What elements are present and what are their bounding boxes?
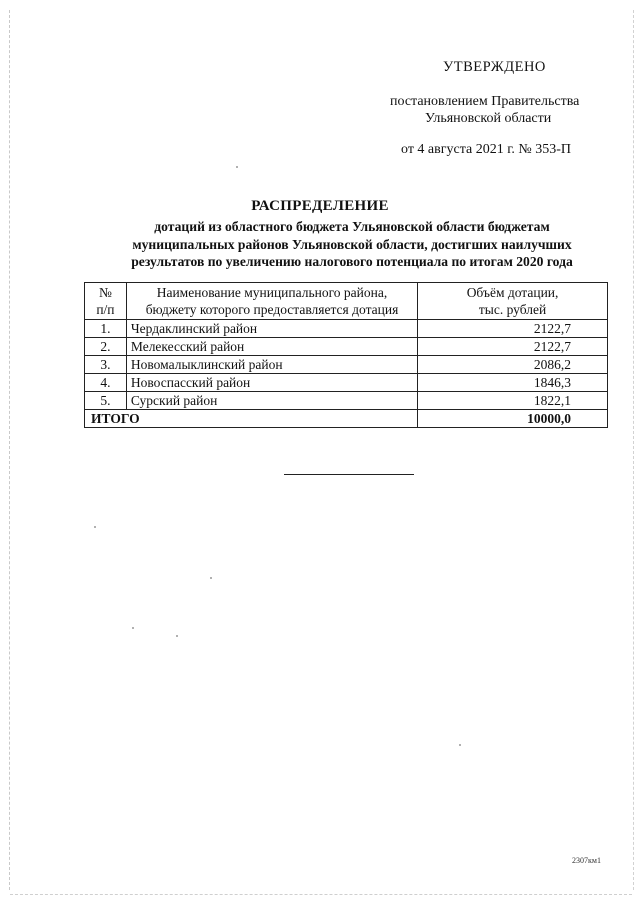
header-value-line2: тыс. рублей <box>478 302 547 317</box>
distribution-table <box>84 282 608 428</box>
row-value: 2086,2 <box>418 356 608 374</box>
table-header-row <box>85 283 608 320</box>
row-num: 1. <box>85 320 127 338</box>
row-value: 1846,3 <box>418 374 608 392</box>
end-divider-line <box>284 474 414 475</box>
scan-speck <box>459 744 461 746</box>
row-district: Новоспасский район <box>126 374 417 392</box>
decree-line-1: постановлением Правительства <box>390 94 580 109</box>
subtitle-line: дотаций из областного бюджета Ульяновской области бюджетам <box>154 219 550 234</box>
document-code: 2307км1 <box>572 856 601 865</box>
header-name-line1: Наименование муниципального района, <box>156 285 388 300</box>
scan-edge-bottom <box>10 894 632 895</box>
row-district: Чердаклинский район <box>126 320 417 338</box>
scan-speck <box>210 577 212 579</box>
table-row <box>85 374 608 392</box>
row-num: 5. <box>85 392 127 410</box>
row-value: 2122,7 <box>418 338 608 356</box>
row-num: 2. <box>85 338 127 356</box>
header-name <box>126 283 417 320</box>
header-name-line2: бюджету которого предоставляется дотация <box>145 302 399 317</box>
scan-speck <box>132 627 134 629</box>
total-row <box>85 410 608 428</box>
scan-edge-left <box>9 10 10 890</box>
header-num <box>85 283 127 320</box>
decree-date: от 4 августа 2021 г. № 353-П <box>401 142 572 157</box>
scan-edge-right <box>633 10 634 890</box>
row-value: 2122,7 <box>418 320 608 338</box>
table-row <box>85 392 608 410</box>
subtitle-line: результатов по увеличению налогового потенциала по итогам 2020 года <box>131 254 573 269</box>
header-num-line1: № <box>98 285 112 300</box>
row-num: 3. <box>85 356 127 374</box>
approved-stamp: УТВЕРЖДЕНО <box>443 59 546 75</box>
document-subtitle <box>92 218 612 271</box>
header-num-line2: п/п <box>96 302 115 317</box>
header-value <box>418 283 608 320</box>
scan-speck <box>236 166 238 168</box>
row-value: 1822,1 <box>418 392 608 410</box>
row-district: Новомалыклинский район <box>126 356 417 374</box>
total-value: 10000,0 <box>418 410 608 428</box>
total-label: ИТОГО <box>85 410 418 428</box>
row-district: Мелекесский район <box>126 338 417 356</box>
row-num: 4. <box>85 374 127 392</box>
subtitle-line: муниципальных районов Ульяновской области, достигших наилучших <box>132 236 572 252</box>
scan-speck <box>176 635 178 637</box>
scan-speck <box>94 526 96 528</box>
table-row <box>85 338 608 356</box>
header-value-line1: Объём дотации, <box>466 285 559 300</box>
row-district: Сурский район <box>126 392 417 410</box>
document-title: РАСПРЕДЕЛЕНИЕ <box>251 198 389 214</box>
decree-line-2: Ульяновской области <box>425 111 552 126</box>
table-row <box>85 356 608 374</box>
table-row <box>85 320 608 338</box>
